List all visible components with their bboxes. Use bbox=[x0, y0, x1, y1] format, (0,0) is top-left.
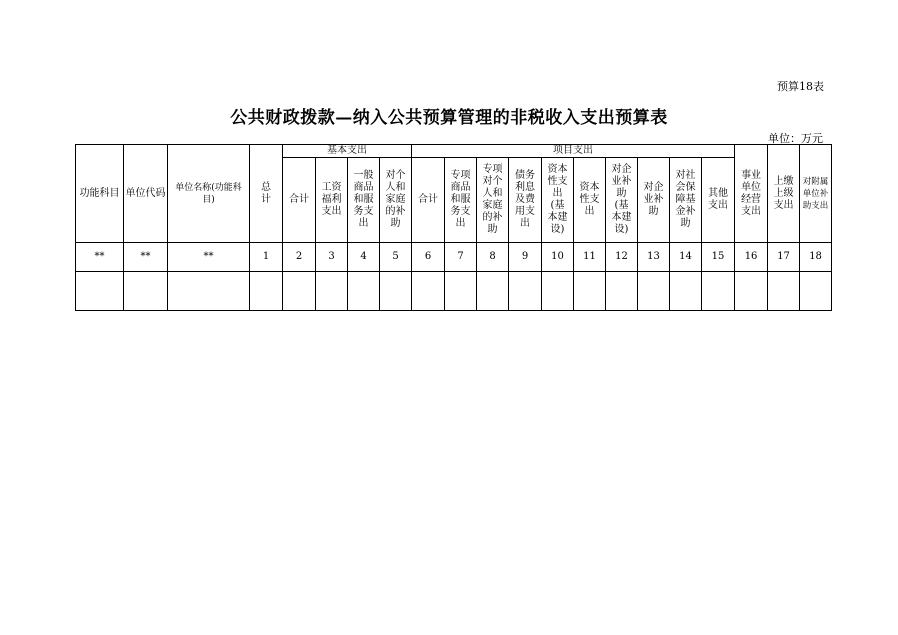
number-cell: 5 bbox=[380, 243, 412, 272]
header-project-goods: 专项商品和服务支出 bbox=[445, 158, 477, 243]
header-basic-sum: 合计 bbox=[283, 158, 316, 243]
number-cell: 12 bbox=[606, 243, 638, 272]
table-row bbox=[76, 272, 832, 311]
number-cell: 15 bbox=[702, 243, 735, 272]
number-cell: 1 bbox=[250, 243, 283, 272]
data-cell bbox=[348, 272, 380, 311]
header-unit-name: 单位名称(功能科目) bbox=[168, 145, 250, 243]
number-cell: 18 bbox=[800, 243, 832, 272]
data-cell bbox=[735, 272, 768, 311]
data-cell bbox=[800, 272, 832, 311]
data-cell bbox=[638, 272, 670, 311]
header-project-other: 其他支出 bbox=[702, 158, 735, 243]
page-title: 公共财政拨款—纳入公共预算管理的非税收入支出预算表 bbox=[230, 108, 668, 128]
header-basic-subsidy: 对个人和家庭的补助 bbox=[380, 158, 412, 243]
header-unit-code: 单位代码 bbox=[124, 145, 168, 243]
data-cell bbox=[768, 272, 800, 311]
data-cell bbox=[477, 272, 509, 311]
header-project-subsidy: 专项对个人和家庭的补助 bbox=[477, 158, 509, 243]
header-total: 总计 bbox=[250, 145, 283, 243]
header-func-subject: 功能科目 bbox=[76, 145, 124, 243]
unit-label: 单位：万元 bbox=[768, 132, 823, 145]
number-cell: ** bbox=[168, 243, 250, 272]
data-cell bbox=[316, 272, 348, 311]
number-cell: 8 bbox=[477, 243, 509, 272]
form-number: 预算18表 bbox=[777, 80, 824, 93]
data-cell bbox=[542, 272, 574, 311]
number-cell: 13 bbox=[638, 243, 670, 272]
header-biz-operating: 事业单位经营支出 bbox=[735, 145, 768, 243]
budget-table bbox=[75, 144, 832, 311]
data-cell bbox=[250, 272, 283, 311]
number-cell: ** bbox=[124, 243, 168, 272]
data-cell bbox=[606, 272, 638, 311]
number-cell: 7 bbox=[445, 243, 477, 272]
number-cell: 17 bbox=[768, 243, 800, 272]
data-cell bbox=[124, 272, 168, 311]
group-project-expenditure: 项目支出 bbox=[412, 145, 735, 158]
data-cell bbox=[509, 272, 542, 311]
header-project-debt: 债务利息及费用支出 bbox=[509, 158, 542, 243]
number-cell: 11 bbox=[574, 243, 606, 272]
header-basic-goods: 一般商品和服务支出 bbox=[348, 158, 380, 243]
data-cell bbox=[574, 272, 606, 311]
header-project-enterprise: 对企业补助 bbox=[638, 158, 670, 243]
header-upper-remit: 上缴上级支出 bbox=[768, 145, 800, 243]
data-cell bbox=[380, 272, 412, 311]
header-project-enterprise-build: 对企业补助(基本建设) bbox=[606, 158, 638, 243]
data-cell bbox=[168, 272, 250, 311]
number-cell: 3 bbox=[316, 243, 348, 272]
number-cell: 9 bbox=[509, 243, 542, 272]
header-project-capital-build: 资本性支出(基本建设) bbox=[542, 158, 574, 243]
group-header-row bbox=[76, 145, 832, 158]
number-row bbox=[76, 243, 832, 272]
number-cell: 4 bbox=[348, 243, 380, 272]
data-cell bbox=[76, 272, 124, 311]
group-basic-expenditure: 基本支出 bbox=[283, 145, 412, 158]
number-cell: ** bbox=[76, 243, 124, 272]
data-cell bbox=[412, 272, 445, 311]
header-attached-subsidy: 对附属单位补助支出 bbox=[800, 145, 832, 243]
header-project-capital: 资本性支出 bbox=[574, 158, 606, 243]
data-cell bbox=[670, 272, 702, 311]
number-cell: 16 bbox=[735, 243, 768, 272]
header-project-social-fund: 对社会保障基金补助 bbox=[670, 158, 702, 243]
header-basic-wage: 工资福利支出 bbox=[316, 158, 348, 243]
number-cell: 6 bbox=[412, 243, 445, 272]
data-cell bbox=[702, 272, 735, 311]
data-cell bbox=[283, 272, 316, 311]
data-cell bbox=[445, 272, 477, 311]
number-cell: 14 bbox=[670, 243, 702, 272]
number-cell: 10 bbox=[542, 243, 574, 272]
number-cell: 2 bbox=[283, 243, 316, 272]
header-project-sum: 合计 bbox=[412, 158, 445, 243]
